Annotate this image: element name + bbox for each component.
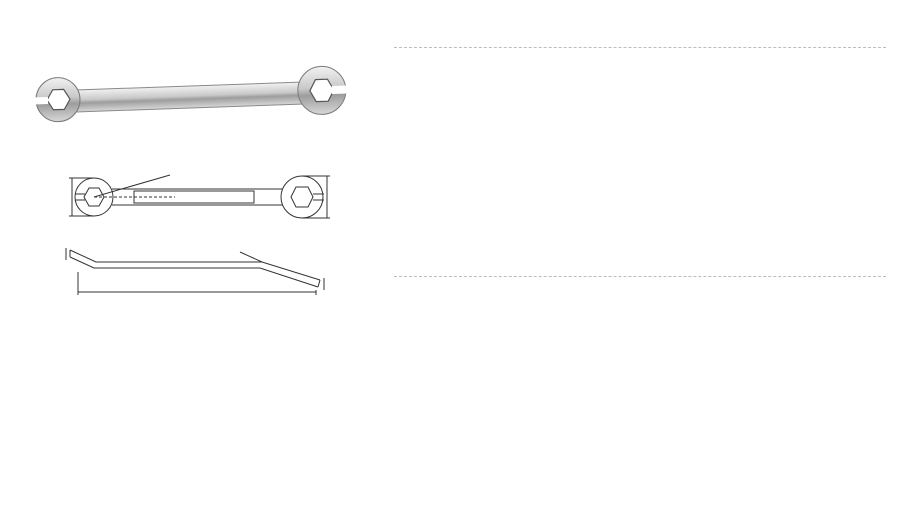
divider-bottom [394,276,886,277]
product-figures [0,0,380,310]
divider-top [394,47,886,48]
side-view-drawing [0,0,380,310]
